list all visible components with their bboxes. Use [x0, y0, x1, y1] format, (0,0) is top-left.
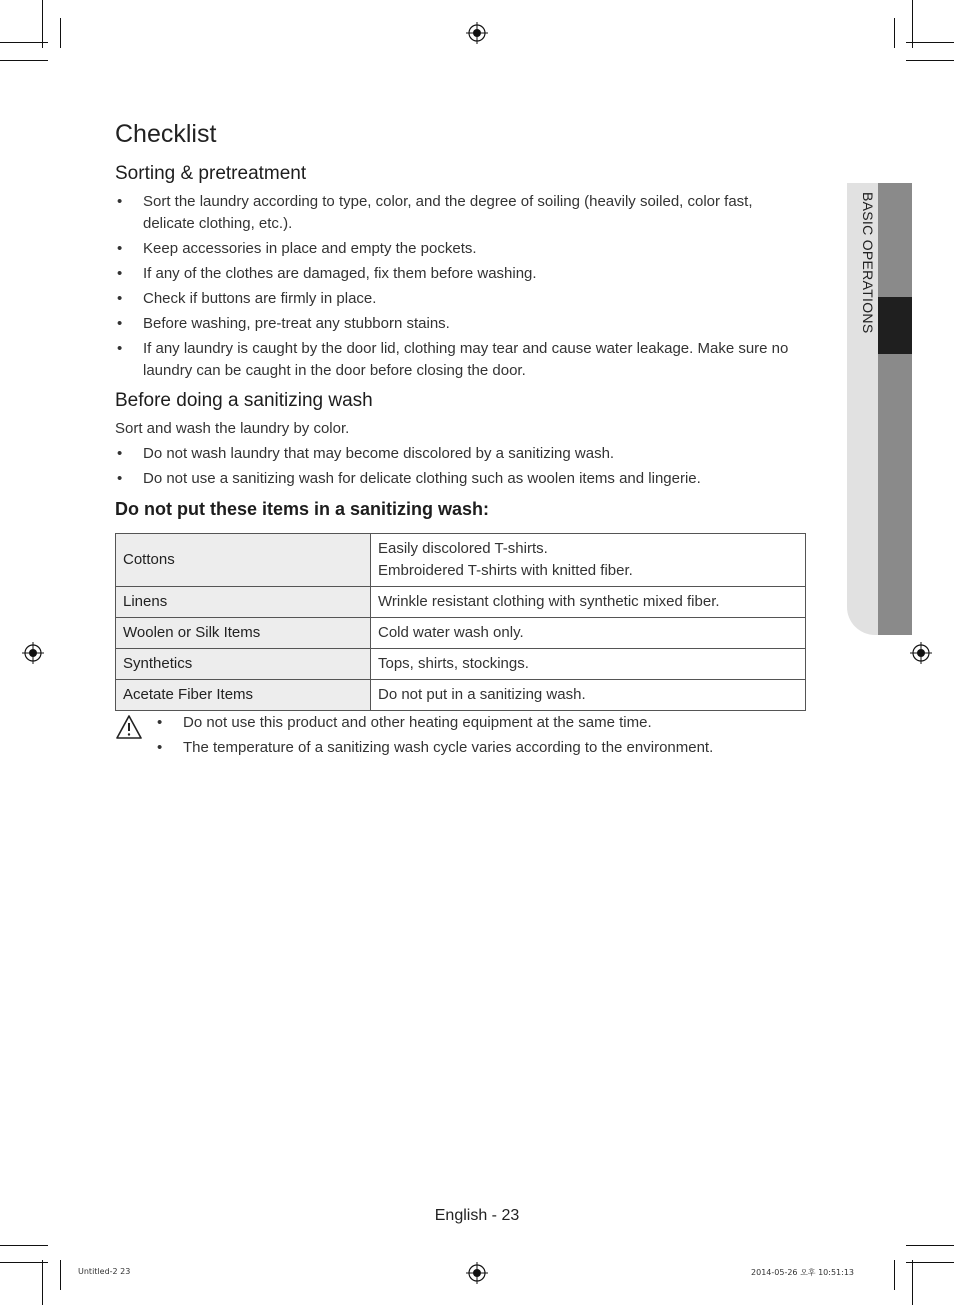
page-footer: English - 23 — [434, 1207, 520, 1224]
registration-mark-icon — [910, 642, 932, 664]
item-note: Cold water wash only. — [371, 618, 806, 649]
warning-list — [155, 712, 815, 759]
sorting-section — [115, 163, 805, 385]
page-title: Checklist — [115, 120, 217, 148]
list-item: • If any of the clothes are damaged, fix them before washing. — [115, 263, 805, 285]
side-tab-strip — [878, 183, 912, 635]
list-item: • Check if buttons are firmly in place. — [115, 288, 805, 310]
registration-mark-icon — [466, 1262, 488, 1284]
table-row — [116, 618, 806, 649]
list-item: • Sort the laundry according to type, color, and the degree of soiling (heavily soiled, color fast, delicate clothing, etc.). — [117, 193, 753, 232]
item-note: Wrinkle resistant clothing with synthetic mixed fiber. — [371, 587, 806, 618]
bullet-icon: • — [157, 739, 163, 756]
items-heading: Do not put these items in a sanitizing wash: — [115, 499, 490, 519]
list-item: • The temperature of a sanitizing wash cycle varies according to the environment. — [155, 737, 815, 759]
list-item: • Keep accessories in place and empty the pockets. — [115, 238, 805, 260]
sanitizing-section — [115, 390, 805, 493]
bullet-icon: • — [157, 714, 163, 731]
table-row — [116, 649, 806, 680]
table-row — [116, 587, 806, 618]
sorting-list — [115, 191, 805, 382]
list-item: • Do not use a sanitizing wash for delicate clothing such as woolen items and lingerie. — [115, 468, 805, 490]
bullet-icon: • — [117, 193, 123, 210]
list-item: • If any laundry is caught by the door lid, clothing may tear and cause water leakage. Make sure no laundry can be caught in the door before closing the door. — [117, 340, 789, 379]
bullet-icon: • — [117, 340, 123, 357]
list-item: • Do not use this product and other heating equipment at the same time. — [155, 712, 815, 734]
list-item: • Before washing, pre-treat any stubborn stains. — [115, 313, 805, 335]
side-tab-marker — [878, 297, 912, 354]
item-note: Do not put in a sanitizing wash. — [371, 680, 806, 711]
bullet-icon: • — [117, 240, 123, 257]
bullet-icon: • — [117, 265, 123, 282]
warning-block — [115, 712, 815, 762]
registration-mark-icon — [466, 22, 488, 44]
list-item: • Do not wash laundry that may become discolored by a sanitizing wash. — [115, 443, 805, 465]
bullet-icon: • — [117, 445, 123, 462]
items-table — [115, 533, 806, 711]
sorting-heading: Sorting & pretreatment — [115, 163, 307, 184]
warning-triangle-icon — [115, 714, 143, 740]
sanitizing-intro: Sort and wash the laundry by color. — [115, 420, 350, 437]
item-note: Tops, shirts, stockings. — [371, 649, 806, 680]
items-section — [115, 499, 805, 526]
item-name: Synthetics — [116, 649, 371, 680]
item-name: Cottons — [116, 534, 371, 587]
bullet-icon: • — [117, 470, 123, 487]
sanitizing-list — [115, 443, 805, 490]
item-note: Easily discolored T-shirts. Embroidered T-shirts with knitted fiber. — [371, 534, 806, 587]
sanitizing-heading: Before doing a sanitizing wash — [115, 390, 373, 411]
side-tab-label: BASIC OPERATIONS — [860, 192, 876, 334]
bullet-icon: • — [117, 290, 123, 307]
table-row — [116, 680, 806, 711]
print-slug-left: Untitled-2 23 — [78, 1267, 131, 1276]
item-name: Acetate Fiber Items — [116, 680, 371, 711]
table-row — [116, 534, 806, 587]
item-name: Linens — [116, 587, 371, 618]
bullet-icon: • — [117, 315, 123, 332]
print-slug-right: 2014-05-26 오후 10:51:13 — [751, 1268, 854, 1277]
item-name: Woolen or Silk Items — [116, 618, 371, 649]
registration-mark-icon — [22, 642, 44, 664]
